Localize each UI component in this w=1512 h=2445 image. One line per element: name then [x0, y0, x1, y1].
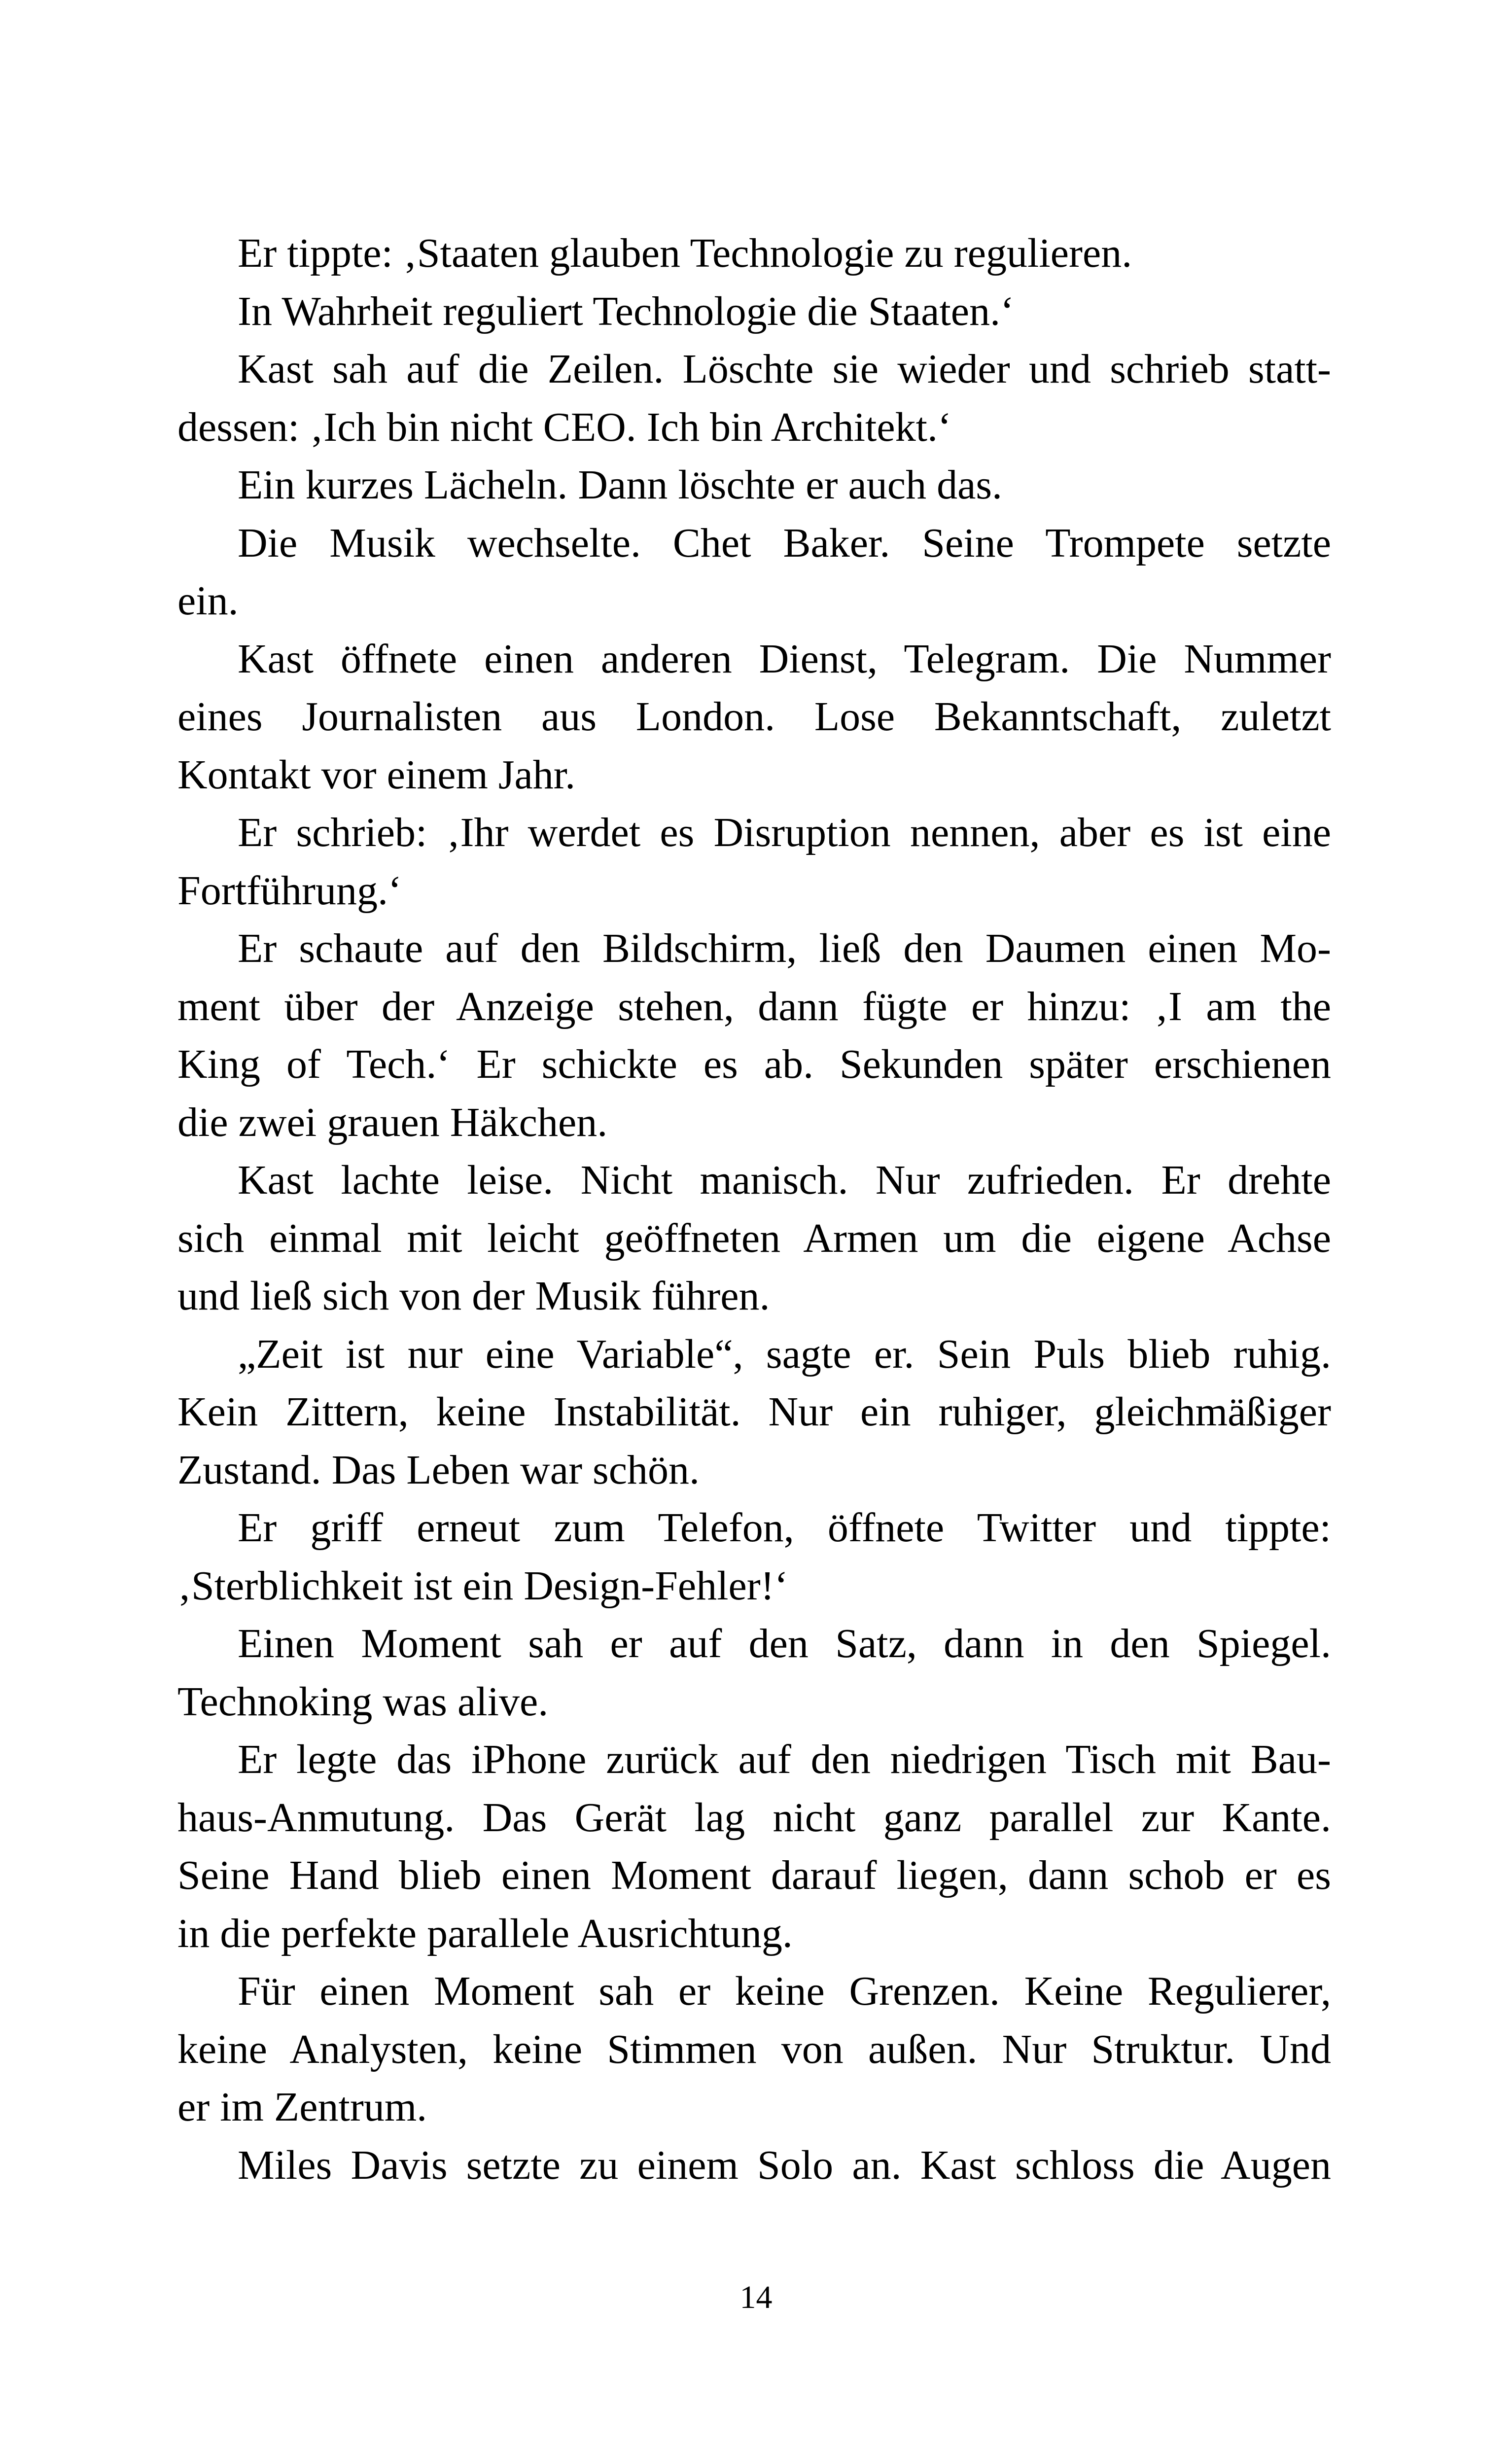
text-line: er im Zentrum. [177, 2084, 427, 2130]
text-line: Seine Hand blieb einen Moment darauf liegen, dann schob er es [177, 1852, 1331, 1898]
text-line: Kast lachte leise. Nicht manisch. Nur zufrieden. Er drehte [238, 1157, 1331, 1203]
text-line: keine Analysten, keine Stimmen von außen. Nur Struktur. Und [177, 2026, 1331, 2072]
text-line: Kast öffnete einen anderen Dienst, Telegram. Die Nummer [238, 636, 1331, 682]
text-line: „Zeit ist nur eine Variable“, sagte er. Sein Puls blieb ruhig. [238, 1331, 1331, 1377]
page-number: 14 [739, 2279, 773, 2315]
text-line: die zwei grauen Häkchen. [177, 1099, 608, 1145]
text-line: haus-Anmutung. Das Gerät lag nicht ganz parallel zur Kante. [177, 1794, 1331, 1841]
text-line: eines Journalisten aus London. Lose Bekanntschaft, zuletzt [177, 694, 1331, 740]
text-line: ment über der Anzeige stehen, dann fügte er hinzu: ‚I am the [177, 983, 1331, 1029]
text-line: sich einmal mit leicht geöffneten Armen um die eigene Achse [177, 1215, 1331, 1261]
text-line: dessen: ‚Ich bin nicht CEO. Ich bin Architekt.‘ [177, 404, 951, 450]
text-line: Kast sah auf die Zeilen. Löschte sie wieder und schrieb statt- [238, 346, 1331, 392]
text-line: ein. [177, 578, 239, 624]
text-line: und ließ sich von der Musik führen. [177, 1273, 770, 1319]
text-line: Miles Davis setzte zu einem Solo an. Kast schloss die Augen [238, 2142, 1331, 2188]
text-line: Einen Moment sah er auf den Satz, dann in den Spiegel. [238, 1621, 1331, 1666]
text-line: ‚Sterblichkeit ist ein Design-Fehler!‘ [177, 1562, 788, 1609]
text-line: Er griff erneut zum Telefon, öffnete Twitter und tippte: [238, 1505, 1331, 1551]
text-line: Fortführung.‘ [177, 867, 402, 914]
text-line: Er schrieb: ‚Ihr werdet es Disruption nennen, aber es ist eine [238, 810, 1331, 855]
text-line: In Wahrheit reguliert Technologie die Staaten.‘ [238, 288, 1015, 334]
text-line: Die Musik wechselte. Chet Baker. Seine Trompete setzte [238, 520, 1331, 566]
text-line: Kontakt vor einem Jahr. [177, 751, 576, 798]
text-line: Technoking was alive. [177, 1678, 549, 1725]
text-line: Ein kurzes Lächeln. Dann löschte er auch das. [238, 462, 1003, 508]
text-line: Er schaute auf den Bildschirm, ließ den Daumen einen Mo- [238, 925, 1331, 971]
text-line: Er tippte: ‚Staaten glauben Technologie zu regulieren. [238, 230, 1132, 276]
body-text [177, 224, 1331, 2194]
text-line: in die perfekte parallele Ausrichtung. [177, 1910, 793, 1956]
text-line: Kein Zittern, keine Instabilität. Nur ein ruhiger, gleichmäßiger [177, 1389, 1331, 1435]
text-line: Für einen Moment sah er keine Grenzen. Keine Regulierer, [238, 1968, 1331, 2014]
text-line: Zustand. Das Leben war schön. [177, 1447, 700, 1493]
text-line: King of Tech.‘ Er schickte es ab. Sekunden später erschienen [177, 1041, 1331, 1087]
text-line: Er legte das iPhone zurück auf den niedrigen Tisch mit Bau- [238, 1736, 1331, 1782]
